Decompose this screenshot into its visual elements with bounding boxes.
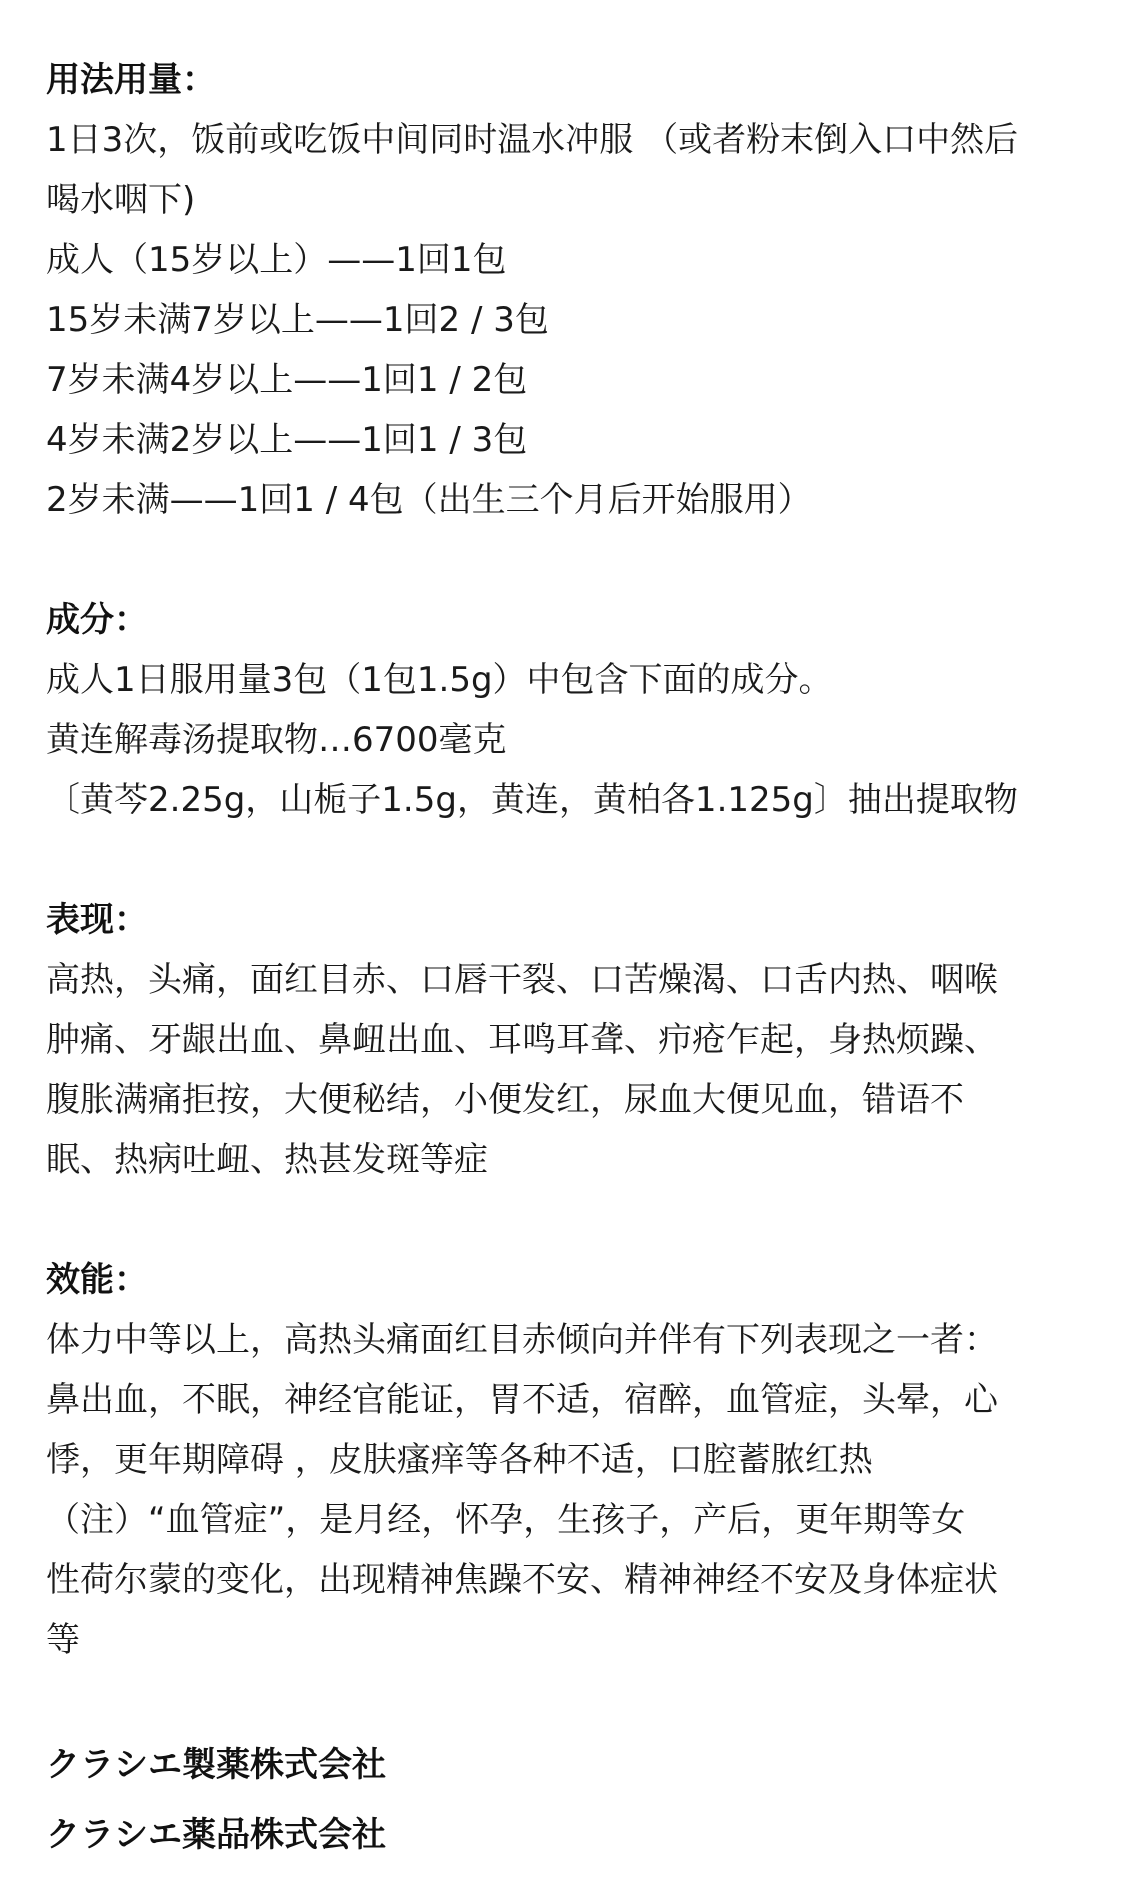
efficacy-line: 悸，更年期障碍 ，皮肤瘙痒等各种不适，口腔蓄脓红热 [46,1440,873,1480]
symptoms-section [46,890,1086,1190]
ingredients-line: 成人1日服用量3包（1包1.5g）中包含下面的成分。 [46,660,833,700]
dosage-line: 7岁未满4岁以上——1回1 / 2包 [46,360,528,400]
section-spacer [46,830,1086,890]
symptoms-heading: 表现： [46,900,148,940]
section-spacer [46,1670,1086,1730]
dosage-line: 2岁未满——1回1 / 4包（出生三个月后开始服用） [46,480,812,520]
efficacy-line: 等 [46,1620,80,1660]
dosage-line: 1日3次，饭前或吃饭中间同时温水冲服 （或者粉末倒入口中然后 [46,120,1019,160]
efficacy-section [46,1250,1086,1670]
dosage-line: 4岁未满2岁以上——1回1 / 3包 [46,420,528,460]
dosage-section [46,50,1086,530]
symptoms-line: 高热，头痛，面红目赤、口唇干裂、口苦燥渴、口舌内热、咽喉 [46,960,998,1000]
symptoms-line: 眠、热病吐衄、热甚发斑等症 [46,1140,488,1180]
symptoms-line: 肿痛、牙龈出血、鼻衄出血、耳鸣耳聋、疖疮乍起，身热烦躁、 [46,1020,998,1060]
ingredients-heading: 成分： [46,600,148,640]
company-name: クラシエ薬品株式会社 [46,1815,386,1855]
dosage-line: 15岁未满7岁以上——1回2 / 3包 [46,300,549,340]
dosage-line: 成人（15岁以上）——1回1包 [46,240,507,280]
section-spacer [46,530,1086,590]
efficacy-line: 体力中等以上，高热头痛面红目赤倾向并伴有下列表现之一者： [46,1320,998,1360]
document-body [46,50,1086,1870]
dosage-line: 喝水咽下) [46,180,196,220]
efficacy-line: 鼻出血，不眠，神经官能证，胃不适，宿醉，血管症，头晕，心 [46,1380,998,1420]
efficacy-heading: 效能： [46,1260,148,1300]
ingredients-line: 〔黄芩2.25g，山栀子1.5g，黄连，黄柏各1.125g〕抽出提取物 [46,780,1018,820]
section-spacer [46,1190,1086,1250]
symptoms-line: 腹胀满痛拒按，大便秘结，小便发红，尿血大便见血，错语不 [46,1080,964,1120]
company-name: クラシエ製薬株式会社 [46,1745,386,1785]
company-section [46,1730,1086,1870]
dosage-heading: 用法用量： [46,60,216,100]
efficacy-line: 性荷尔蒙的变化，出现精神焦躁不安、精神神经不安及身体症状 [46,1560,998,1600]
ingredients-line: 黄连解毒汤提取物…6700毫克 [46,720,507,760]
ingredients-section [46,590,1086,830]
efficacy-line: （注）“血管症”，是月经，怀孕，生孩子，产后，更年期等女 [46,1500,966,1540]
